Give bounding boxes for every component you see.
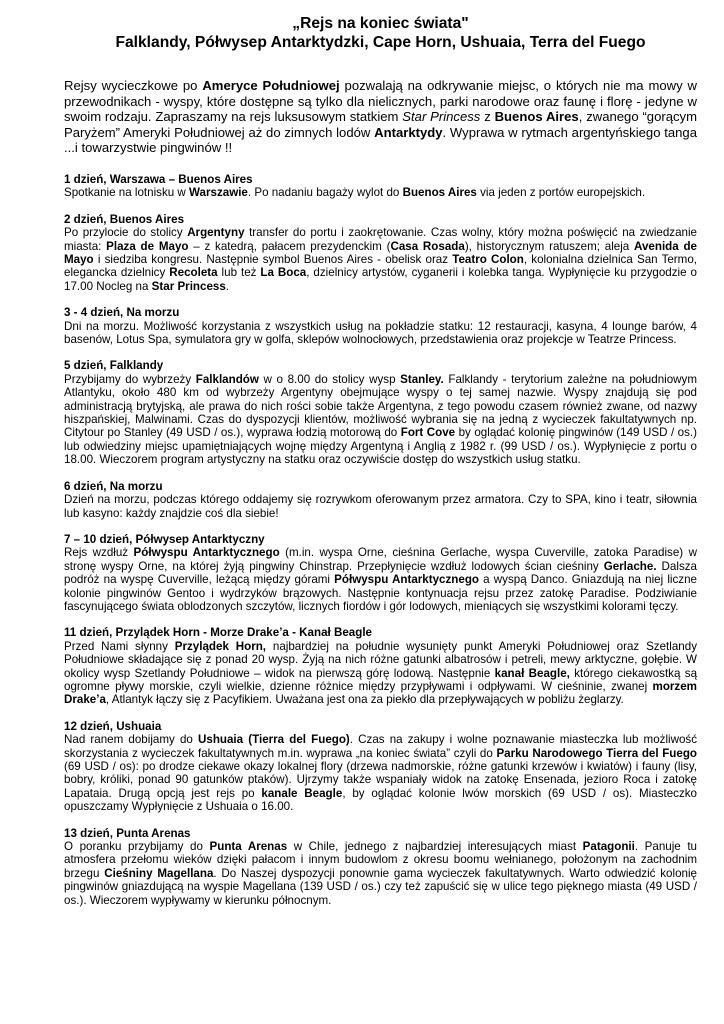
day-heading: 11 dzień, Przylądek Horn - Morze Drake’a - Kanał Beagle: [64, 626, 372, 640]
bold-term: Avenida de Mayo: [64, 239, 697, 266]
day-section: [64, 626, 697, 706]
bold-term: Casa Rosada: [390, 239, 465, 253]
text-run: Nad ranem dobijamy do: [64, 733, 198, 747]
text-run: .: [225, 279, 230, 293]
bold-term: Buenos Aires: [402, 186, 477, 200]
text-run: . Do Naszej dyspozycji ponownie gama wycieczek fakultatywnych. Warto odwiedzić kolonię pingwinów gniazdującą na wyspie Magellana (139 USD / os.) czy też zapuścić się w ulice tego pięknego miasta (49 USD / os.). Wieczorem wypływamy w kierunku północnym.: [64, 866, 697, 907]
bold-term: La Boca: [260, 266, 307, 280]
text-run: Przybijamy do wybrzeży: [64, 372, 196, 386]
text-run: w Chile, jednego z najbardziej interesujących miast: [287, 840, 583, 854]
italic-term: Star Princess: [402, 109, 481, 125]
bold-term: Ushuaia (Tierra del Fuego): [198, 733, 350, 747]
text-run: transfer do portu i zaokrętowanie. Czas wolny, który można poświęcić na zwiedzanie miasta:: [64, 226, 698, 253]
bold-term: Warszawie: [189, 186, 248, 200]
text-run: najbardziej na południe wysunięty punkt Ameryki Południowej oraz Szetlandy Południowe składające się z ponad 20 wysp. Żyją na nich różne gatunki albatrosów i petreli, mewy arktyczne, gołębie. W okolicy wysp Szetlandy Południowe – widok na pierwszą górę lodową. Następnie: [64, 639, 697, 680]
intro-paragraph: [64, 78, 697, 156]
text-run: pozwalają na odkrywanie miejsc, o których nie ma mowy w przewodnikach - wyspy, które dostępne są tylko dla nielicznych, parki narodowe oraz faunę i florę - jedyne w swoim rodzaju. Zapraszamy na rejs luksusowym statkiem: [64, 78, 697, 125]
title-line-1: „Rejs na koniec świata": [292, 15, 469, 32]
bold-term: Parku Narodowego Tierra del Fuego: [496, 746, 697, 760]
bold-term: Patagonii: [582, 840, 635, 854]
day-description: [64, 186, 697, 199]
text-run: by oglądać kolonię pingwinów (149 USD / os.) lub odwiedziny miejsc upamiętniających wojnę między Argentyną i Anglią z 1982 r. (99 USD / os.). Wypłynięcie z portu o 18.00. Wieczorem program artystyczny na statku oraz oczywiście dostęp do wszystkich usług statku.: [64, 426, 698, 467]
day-description: [64, 840, 697, 907]
bold-term: Antarktydy: [374, 124, 443, 140]
text-run: Spotkanie na lotnisku w: [64, 186, 190, 200]
bold-term: Cieśniny Magellana: [104, 866, 214, 880]
text-run: i siedziba kongresu. Następnie symbol Buenos Aires - obelisk oraz: [93, 253, 453, 266]
text-run: Po przylocie do stolicy: [64, 226, 188, 240]
text-run: , zwanego “gorącym Paryżem” Ameryki Południowej aż do zimnych lodów: [64, 109, 698, 140]
day-section: [64, 480, 697, 520]
day-heading: 13 dzień, Punta Arenas: [64, 826, 191, 840]
text-run: ), historycznym ratuszem; aleja: [464, 239, 635, 253]
day-section: [64, 720, 697, 814]
text-run: , dzielnicy artystów, cyganerii i kolebka tanga. Wypłynięcie ku przygodzie o 17.00 Nocleg na: [64, 266, 697, 293]
text-run: , kolonialna dzielnica San Termo, elegancka dzielnicy: [64, 253, 697, 280]
text-run: Rejs wzdłuż: [64, 546, 134, 560]
day-heading: 6 dzień, Na morzu: [64, 479, 163, 493]
text-run: via jeden z portów europejskich.: [476, 186, 646, 200]
bold-term: Plaza de Mayo: [106, 239, 189, 253]
bold-term: Buenos Aires: [494, 109, 579, 125]
bold-term: Teatro Colon: [452, 253, 524, 266]
document-title: [64, 14, 697, 52]
bold-term: Półwyspu Antarktycznego: [334, 573, 479, 587]
day-heading: 1 dzień, Warszawa – Buenos Aires: [64, 172, 253, 186]
text-run: Przed Nami słynny: [64, 639, 175, 653]
text-run: w o 8.00 do stolicy wysp: [258, 372, 401, 386]
day-section: [64, 173, 697, 200]
day-heading: 2 dzień, Buenos Aires: [64, 212, 185, 226]
day-description: [64, 493, 697, 520]
text-run: . Wyprawa w rytmach argentyńskiego tanga ...i towarzystwie pingwinów !!: [64, 124, 697, 156]
bold-term: Star Princess: [151, 279, 226, 293]
text-run: , Atlantyk łączy się z Pacyfikiem. Uważana jest ona za piekło dla przepływających w pobliżu żeglarzy.: [105, 693, 624, 707]
text-run: Dzień na morzu, podczas którego oddajemy się rozrywkom oferowanym przez armatora. Czy to SPA, kino i teatr, siłownia lub kasyno: każdy znajdzie coś dla siebie!: [64, 493, 697, 520]
day-section: [64, 359, 697, 466]
day-description: [64, 640, 697, 707]
text-run: Falklandy - terytorium zależne na południowym Atlantyku, około 480 km od wybrzeży Argentyny obejmujące wyspy o tej samej nazwie. Wyspy znajdują się pod administracją brytyjską, ale prawa do nich rości sobie także Argentyna, z tego powodu czasem również zwane, od nazwy hiszpańskiej, Malwinami. Czas do dyspozycji klientów, możliwość wybrania się na jedną z wycieczek fakultatywnych np. Citytour po Stanley (49 USD / os.), wyprawa łodzią motorową do: [64, 372, 697, 440]
text-run: Dni na morzu. Możliwość korzystania z wszystkich usług na pokładzie statku: 12 restauracji, kasyna, 4 lounge barów, 4 basenów, Lotus Spa, symulatora gry w golfa, sklepów wolnocłowych, przedstawienia oraz projekcje w Teatrze Princess.: [64, 319, 697, 347]
bold-term: Gerlache.: [603, 559, 657, 573]
day-description: [64, 373, 697, 467]
bold-term: Argentyny: [187, 226, 245, 240]
day-section: [64, 306, 697, 346]
text-run: którego ciekawostką są ogromne pływy morskie, czyli wielkie, dzienne różnice między przypływami i odpływami. W cieśninie, zwanej: [64, 666, 698, 693]
bold-term: Półwyspu Antarktycznego: [133, 546, 280, 560]
text-run: z: [480, 109, 495, 125]
text-run: (m.in. wyspa Orne, cieśnina Gerlache, wyspa Cuverville, zatoka Paradise) w stronę wyspy Orne, na której żyją pingwiny Chinstrap. Przepłynięcie wzdłuż lodowych ścian cieśniny: [64, 546, 697, 573]
text-run: O poranku przybijamy do: [64, 840, 210, 854]
bold-term: Przylądek Horn,: [174, 639, 267, 653]
day-description: [64, 546, 697, 613]
day-description: [64, 733, 697, 813]
bold-term: Fort Cove: [400, 426, 456, 440]
title-line-2: Falklandy, Półwysep Antarktydzki, Cape Horn, Ushuaia, Terra del Fuego: [115, 34, 646, 51]
bold-term: Falklandów: [195, 372, 259, 386]
day-section: [64, 827, 697, 907]
day-heading: 12 dzień, Ushuaia: [64, 719, 162, 733]
bold-term: Ameryce Południowej: [202, 78, 340, 93]
day-heading: 5 dzień, Falklandy: [64, 359, 164, 373]
text-run: (69 USD / os): po drodze ciekawe okazy lokalnej flory (drzewa nadmorskie, różne gatunki krzewów i kwiatów) i fauny (lisy, bobry, króliki, ponad 90 gatunków ptaków). Ujrzymy także wspaniały widok na zatokę Ensenada, jezioro Roca i zatokę Lapataia. Drugą opcją jest rejs po: [64, 760, 697, 800]
text-run: Dalsza podróż na wyspę Cuverville, leżącą między górami: [64, 559, 697, 587]
bold-term: Punta Arenas: [209, 840, 288, 854]
day-section: [64, 213, 697, 293]
day-section: [64, 533, 697, 613]
bold-term: kanale Beagle: [261, 786, 343, 800]
day-heading: 7 – 10 dzień, Półwysep Antarktyczny: [64, 532, 265, 546]
bold-term: morzem Drake’a: [64, 679, 697, 707]
text-run: lub też: [217, 266, 261, 280]
text-run: – z katedrą, pałacem prezydenckim (: [188, 239, 391, 253]
day-heading: 3 - 4 dzień, Na morzu: [64, 306, 180, 320]
text-run: . Czas na zakupy i wolne poznawanie miasteczka lub możliwość skorzystania z wycieczek fakultatywnych m.in. wyprawa „na koniec świata” czyli do: [64, 733, 698, 760]
text-run: , by oglądać kolonie lwów morskich (69 USD / os). Miasteczko opuszczamy Wypłynięcie z Ushuaia o 16.00.: [64, 786, 697, 814]
text-run: . Po nadaniu bagaży wylot do: [247, 186, 403, 200]
bold-term: Stanley.: [400, 372, 444, 386]
text-run: a wyspą Danco. Gniazdują na niej liczne kolonie pingwinów Gentoo i wydrzyków brązowych. Następnie kontynuacja rejsu przez zatokę Paradise. Podziwianie fascynującego świata oblodzonych szczytów, licznych fiordów i gór lodowych, mieniących się wszystkimi kolorami tęczy.: [64, 573, 697, 613]
day-description: [64, 226, 697, 293]
text-run: . Panuje tu atmosfera przełomu wieków dzięki pałacom i innym budowlom z okresu boomu wełnianego, położonym na zachodnim brzegu: [64, 840, 697, 880]
bold-term: Recoleta: [169, 266, 218, 280]
bold-term: kanał Beagle,: [494, 666, 570, 680]
day-description: [64, 320, 697, 347]
text-run: Rejsy wycieczkowe po: [64, 78, 203, 93]
